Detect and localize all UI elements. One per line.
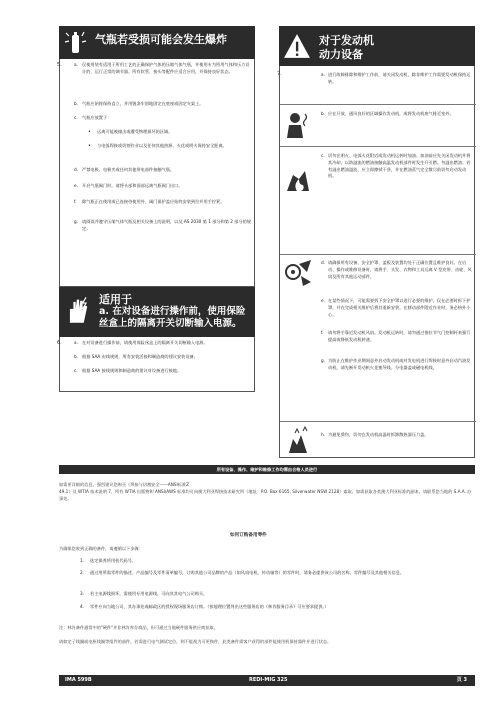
- parts-step: 1. 选定保养所用机代码号。: [80, 558, 137, 563]
- cylinder-item-a: a. 仅使用装有适用于所用工艺的正确保护气体的压缩气体气瓶，并使用专为所用气体和压力设计的、运行正常的调节器。所有软管、接头等配件应适合应用，并保持良好状态。: [74, 62, 250, 74]
- footer-page-number: 页 3: [456, 677, 467, 683]
- cylinder-item-g: g. 请阅读并遵守压缩气体气瓶及相关设备上的说明，以及 AS 2030 第 1 部分和第 2 部分的规定。: [74, 219, 252, 231]
- electrical-warning-title-1: 适用于: [99, 293, 132, 306]
- cylinder-section-body: [59, 59, 255, 287]
- engine-item-e: e. 在某些情况下，可能需要拆下安全护罩以进行必要的维护。仅在必要时拆下护罩，并在完成相关维护后将其重新安装。在移动部件附近作业时，务必格外小心。: [321, 298, 471, 317]
- engine-item-d: d. 请确保所有设备、安全护罩、盖板及装置均处于正确位置且维护良好。在启动、操作或维修设备时，请将手、头发、衣物和工具远离 V 型皮带、齿轮、风扇及所有其他运动部件。: [280, 254, 476, 296]
- engine-item-c: c. 切勿在明火、电弧火花附近或发动机运转时加油。加油前应先关闭发动机并将其冷却，以防溢流的燃油接触高温发动机部件时发生开引燃。勿溢出燃油；若有溢出燃油溢流，应立即擦拭干净，并在燃油蒸气完全散尽前切勿启动发动机。: [280, 146, 476, 254]
- warning-triangle-icon: [283, 32, 311, 60]
- reference-paragraph-2: 49.1》及 WTIA 技术说明 7。所有 WTIA 出版物和 ANSI/AWS 标准均可向澳大利亚焊接技术研究所（地址：P.O. Box 6165, Silverwater NSW 2128）索取。如需获取各类澳大利亚标准的副本，请联系您当地的 S.A.A. 办事处。: [59, 489, 472, 501]
- parts-step: 4. 零件应向当地公司、其办事处或邮政区的授权现场服务店订购。（按地理位置列出这些服务店的《林肯服务目录》可应要求提供。）: [80, 604, 329, 609]
- engine-item-b: b. 应在开放、通风良好的区域操作发动机，或将发动机废气排至室外。: [280, 104, 476, 146]
- engine-item-a: a. 进行故障排除和维护工作前，请关闭发动机，除非维护工作需要发动机保持运转。: [321, 72, 471, 84]
- electrical-item-a: a. 在对设备进行操作前，请使用保险丝盒上的隔离开关切断输入电源。: [74, 340, 208, 345]
- left-column: [59, 26, 255, 392]
- engine-section-body: [279, 66, 475, 458]
- parts-note: 注：林肯备件通常中的"硬件"并非林肯库存商品，但可通过当地硬件服务供应商获取。: [59, 625, 218, 630]
- qualified-personnel-bar: 所有设备、操作、维护和维修工作均需由合格人员进行: [59, 465, 475, 474]
- cylinder-bullet: • 远离可能被撞击或遭受物理损坏的区域。: [88, 129, 173, 135]
- parts-step: 3. 若主电源线损坏，需使用专用电源线，可向其其电气公司购买。: [80, 591, 208, 596]
- parts-heading: 如何订购备用零件: [230, 533, 267, 538]
- electrical-item-b: b. 根据 SAA 布线规则，所有安装活接和制造商的建议安装设备。: [74, 354, 198, 359]
- electrical-warning-banner: [59, 287, 255, 337]
- page-footer: [59, 675, 475, 686]
- cylinder-explosion-icon: [63, 29, 89, 55]
- section-number: 6.: [57, 340, 62, 346]
- engine-warning-title-2: 动力设备: [319, 48, 363, 61]
- fuel-fire-icon: [283, 165, 313, 195]
- footer-model: REDI-MIG 325: [249, 677, 288, 683]
- cylinder-warning-title: 气瓶若受损可能会发生爆炸: [95, 33, 227, 46]
- cylinder-item-c: c. 气瓶应放置于：: [74, 115, 112, 120]
- electrical-item-c: c. 根据 SAA 接线规则和制造商的建议对设备进行接地。: [74, 368, 182, 373]
- section-number: 7.: [277, 71, 282, 77]
- cylinder-item-f: f. 除气瓶正在使用或已连接待使用外，阀门保护盖应始终安装到位并用手拧紧。: [74, 199, 225, 204]
- electrical-section-body: [59, 337, 255, 392]
- parts-step: 2. 通过用所需零件的描述、产品编号及零件清单编号，订购其他公司品牌的产品（如风扇电机、传动轴等）的零件时，请务必提供该公司的名称、零件编号及其他相关信息。: [80, 570, 405, 575]
- parts-intro: 为确保您收到正确的备件，请遵循以下步骤：: [59, 546, 143, 551]
- hot-coolant-icon: [283, 425, 313, 455]
- electric-shock-hand-icon: [63, 295, 93, 325]
- electrical-warning-title-2: a. 在对设备进行操作前，使用保险丝盒上的隔离开关切断输入电源。: [99, 306, 246, 329]
- engine-item-g: g. 为防止在维护作业期间意外启动发动机或对发电机进行焊接时意外启动汽油发动机，请先断开发动机火花塞导线、分电器盖或磁电机线。: [321, 358, 471, 370]
- parts-request: 请如定子线圈或电枢线圈等组件的部件，若需进行电气测试定位，则不能视为可更换件，此类备件需客户获得的部件能使用机保持器件并进行状态。: [59, 639, 332, 644]
- section-number: 5.: [57, 62, 62, 68]
- moving-parts-icon: [283, 258, 313, 288]
- cylinder-item-d: d. 严禁电极、电极夹或任何其他带电部件接触气瓶。: [74, 167, 175, 172]
- reference-paragraph-1: 如需更详细的信息，强烈建议您购买《焊接与切割安全——ANSI标准Z: [59, 482, 190, 487]
- engine-warning-title-1: 对于发动机: [319, 34, 374, 47]
- exhaust-fumes-icon: [283, 110, 313, 140]
- engine-warning-banner: [279, 26, 475, 66]
- engine-item-h: h. 为避免烫伤，切勿在发动机高温时拆卸散热器压力盖。: [280, 421, 476, 458]
- cylinder-warning-banner: [59, 26, 255, 59]
- engine-item-f: f. 请勿将手靠近发动机风扇。发动机运转时，请勿通过推拉节气门控制杆来强行提高或降低发动机转速。: [321, 330, 471, 342]
- right-column: [279, 26, 475, 458]
- footer-manual-code: IMA 599B: [65, 677, 92, 683]
- cylinder-item-e: e. 开启气瓶阀门时，请将头部和面部远离气瓶阀门出口。: [74, 183, 183, 188]
- cylinder-item-b: b. 气瓶应始终保持直立，并用链条牢固地固定在底座或固定支架上。: [74, 101, 204, 106]
- cylinder-bullet: • 与电弧焊接或切割作业以及任何其他热源、火花或明火保持安全距离。: [88, 143, 227, 149]
